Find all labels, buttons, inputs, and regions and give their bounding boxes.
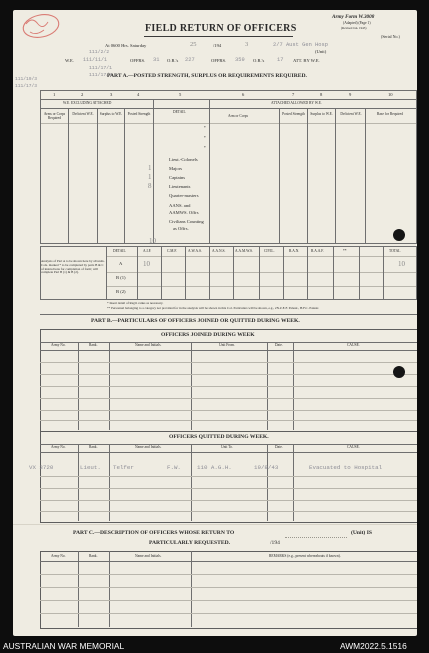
quitted-unit: 110 A.G.H. bbox=[197, 464, 232, 471]
analysis-row: A bbox=[119, 261, 123, 266]
quitted-army-no: VX 3720 bbox=[29, 464, 54, 471]
part-c-requested: PARTICULARLY REQUESTED. bbox=[149, 540, 231, 546]
col-number: 6 bbox=[242, 92, 245, 97]
asterisk: * bbox=[204, 146, 206, 150]
unit-code: 111/2/2 bbox=[89, 50, 110, 55]
att-label: ATT. BY W.E. bbox=[293, 58, 320, 63]
joined-col: CAUSE. bbox=[347, 343, 360, 347]
margin-code-2: 111/17/3 bbox=[89, 73, 113, 78]
part-b-title: PART B.—PARTICULARS OF OFFICERS JOINED OR QUITTED DURING WEEK. bbox=[91, 318, 300, 324]
joined-col: Name and Initials. bbox=[135, 343, 162, 347]
quitted-col: Date. bbox=[275, 445, 283, 449]
punch-hole bbox=[393, 229, 405, 241]
offrs-value: 31 bbox=[153, 57, 160, 63]
part-c-title: PART C.—DESCRIPTION OF OFFICERS WHOSE RETURN TO bbox=[73, 530, 235, 536]
form-revised: (Revised Jan. 1943) bbox=[341, 26, 367, 30]
analysis-col: A.W.A.S. bbox=[188, 249, 202, 253]
col-head: Base for Required bbox=[376, 112, 404, 116]
joined-title: OFFICERS JOINED DURING WEEK bbox=[161, 332, 255, 338]
unit-typed: 2/7 Aust Gen Hosp bbox=[273, 42, 328, 48]
offrs2-label: OFFRS. bbox=[211, 58, 227, 63]
aif-value: 10 bbox=[143, 260, 150, 268]
rank-label: Majors bbox=[169, 166, 183, 171]
joined-col: Rank. bbox=[89, 343, 98, 347]
we-label: W.E. bbox=[65, 58, 75, 63]
page-title: FIELD RETURN OF OFFICERS bbox=[145, 23, 297, 34]
quitted-col: Name and Initials. bbox=[135, 445, 162, 449]
form-id: Army Form W.3008 bbox=[332, 14, 375, 20]
analysis-col: TOTAL bbox=[389, 249, 401, 253]
rank-label: Captains bbox=[169, 175, 186, 180]
col-head: Arms or Corps Required bbox=[43, 112, 66, 120]
rank-label: AANS. and bbox=[169, 203, 191, 208]
col-head: Surplus to W.E. bbox=[310, 112, 333, 116]
analysis-col: CIVIL. bbox=[264, 249, 275, 253]
form-adapted: (Adapted) (Page 1) bbox=[343, 21, 371, 25]
col-head: Deficient W.E. bbox=[72, 112, 94, 116]
col-number: 7 bbox=[292, 92, 295, 97]
quitted-initials: F.W. bbox=[167, 464, 181, 471]
margin-code-1: 111/17/1 bbox=[89, 66, 113, 71]
footnote-1: * Insert detail of Regtl. ranks as necessary. bbox=[107, 301, 164, 305]
part-c-table bbox=[40, 551, 417, 629]
attached-allowed-header: ATTACHED ALLOWED BY W.E. bbox=[271, 101, 322, 105]
footer-left: AUSTRALIAN WAR MEMORIAL bbox=[3, 641, 125, 651]
rank-total: 10 bbox=[149, 237, 156, 245]
col-number: 2 bbox=[81, 92, 84, 97]
at-line-label: At 0600 Hrs. Saturday bbox=[105, 43, 147, 48]
quitted-cause: Evacuated to Hospital bbox=[309, 464, 383, 471]
col-number: 5 bbox=[179, 92, 182, 97]
quitted-name: Telfer bbox=[113, 464, 134, 471]
rank-label: Quarter-masters bbox=[169, 193, 199, 198]
serial-label: (Serial No.) bbox=[381, 34, 400, 39]
part-c-year: /194 bbox=[270, 540, 280, 546]
we-value: 111/11/1 bbox=[83, 57, 108, 63]
ors-value: 227 bbox=[185, 57, 195, 63]
analysis-col: ** bbox=[343, 249, 347, 253]
part-c-col: Name and Initials. bbox=[135, 554, 162, 558]
att-value: 17 bbox=[277, 57, 284, 63]
rank-value-qm: 8 bbox=[148, 182, 152, 190]
col-number: 3 bbox=[110, 92, 113, 97]
analysis-col: R.A.N. bbox=[289, 249, 300, 253]
rank-label: Lieutenants bbox=[169, 184, 191, 189]
rank-label: Lieut.-Colonels bbox=[169, 157, 198, 162]
quitted-col: Rank. bbox=[89, 445, 98, 449]
date-day: 25 bbox=[190, 41, 197, 48]
quitted-col: Unit To. bbox=[221, 445, 233, 449]
col-number: 9 bbox=[349, 92, 352, 97]
year-label: /194 bbox=[213, 43, 222, 48]
part-a-title: PART A.—POSTED STRENGTH, SURPLUS OR REQUIREMENTS REQUIRED. bbox=[107, 73, 307, 79]
margin-code-4: 111/17/3 bbox=[15, 84, 38, 89]
analysis-row: B (2) bbox=[116, 289, 126, 294]
total-value: 10 bbox=[398, 260, 405, 268]
ors2-label: O.R.'s bbox=[253, 58, 265, 63]
rank-label: AAMWS. Offrs bbox=[169, 210, 199, 215]
offrs-label: OFFRS. bbox=[130, 58, 146, 63]
analysis-col: C.M.F. bbox=[167, 249, 177, 253]
col-head: Surplus to W.E. bbox=[99, 112, 123, 116]
asterisk: * bbox=[204, 136, 206, 140]
analysis-col: R.A.A.F. bbox=[311, 249, 324, 253]
asterisk: * bbox=[204, 126, 206, 130]
quitted-col: Army No. bbox=[51, 445, 66, 449]
quitted-date: 19/8/43 bbox=[254, 464, 279, 471]
title-underline bbox=[144, 36, 293, 37]
year-num: 3 bbox=[245, 41, 249, 48]
rank-value-majors: 1 bbox=[148, 164, 152, 172]
col-number: 1 bbox=[53, 92, 56, 97]
joined-col: Unit From. bbox=[219, 343, 235, 347]
joined-col: Army No. bbox=[51, 343, 66, 347]
ors-label: O.R.'s bbox=[167, 58, 179, 63]
footnote-2: ** Personnel belonging to a category not provided for in the analysis will be shown in this Col. Particulars will be shown, e.g., 2N.Z.E.F. Palestr., H.F.C. Palestr. bbox=[107, 306, 320, 310]
col-head: Deficient W.E. bbox=[340, 112, 362, 116]
form-sheet bbox=[13, 10, 417, 636]
we-excluding-header: W.E. EXCLUDING ATTACHED bbox=[63, 101, 112, 105]
corner-stamp bbox=[21, 12, 61, 44]
fold-crease bbox=[13, 524, 417, 525]
offrs2-value: 359 bbox=[235, 57, 245, 63]
part-c-col: Rank. bbox=[89, 554, 98, 558]
col-head: Posted Strength bbox=[282, 112, 305, 116]
margin-code-3: 111/19/3 bbox=[15, 77, 38, 82]
detail-header: DETAIL bbox=[173, 110, 186, 114]
analysis-col: A.I.F. bbox=[143, 249, 152, 253]
rank-label: as Offrs. bbox=[173, 226, 189, 231]
part-c-col: REMARKS (e.g., present whereabouts if known). bbox=[269, 554, 341, 558]
rank-value-lieuts: 1 bbox=[148, 173, 152, 181]
analysis-col: A.A.N.S. bbox=[212, 249, 226, 253]
col-number: 4 bbox=[137, 92, 140, 97]
unit-label: (Unit) bbox=[315, 49, 327, 54]
punch-hole bbox=[393, 366, 405, 378]
analysis-col: A.A.M.W.S. bbox=[235, 249, 253, 253]
analysis-row: B (1) bbox=[116, 275, 126, 280]
analysis-note: Analysis of Part A to be shown here by all units. Cols. marked * to be completed by parts B & C of instructions for completion of form; will complete Part B (1) & B (2). bbox=[41, 259, 105, 275]
part-c-unit: (Unit) IS bbox=[351, 530, 372, 536]
part-c-col: Army No. bbox=[51, 554, 66, 558]
col-number: 10 bbox=[388, 92, 393, 97]
col-head: Arm or Corps bbox=[228, 114, 248, 118]
quitted-rank: Lieut. bbox=[80, 464, 101, 471]
rank-label: Civilians Counting bbox=[169, 219, 204, 224]
footer-right: AWM2022.5.1516 bbox=[340, 641, 407, 651]
col-number: 8 bbox=[320, 92, 323, 97]
quitted-col: CAUSE. bbox=[347, 445, 360, 449]
col-head: Posted Strength bbox=[127, 112, 151, 116]
quitted-title: OFFICERS QUITTED DURING WEEK. bbox=[169, 434, 269, 440]
joined-col: Date. bbox=[275, 343, 283, 347]
analysis-col: DETAIL bbox=[113, 249, 126, 253]
